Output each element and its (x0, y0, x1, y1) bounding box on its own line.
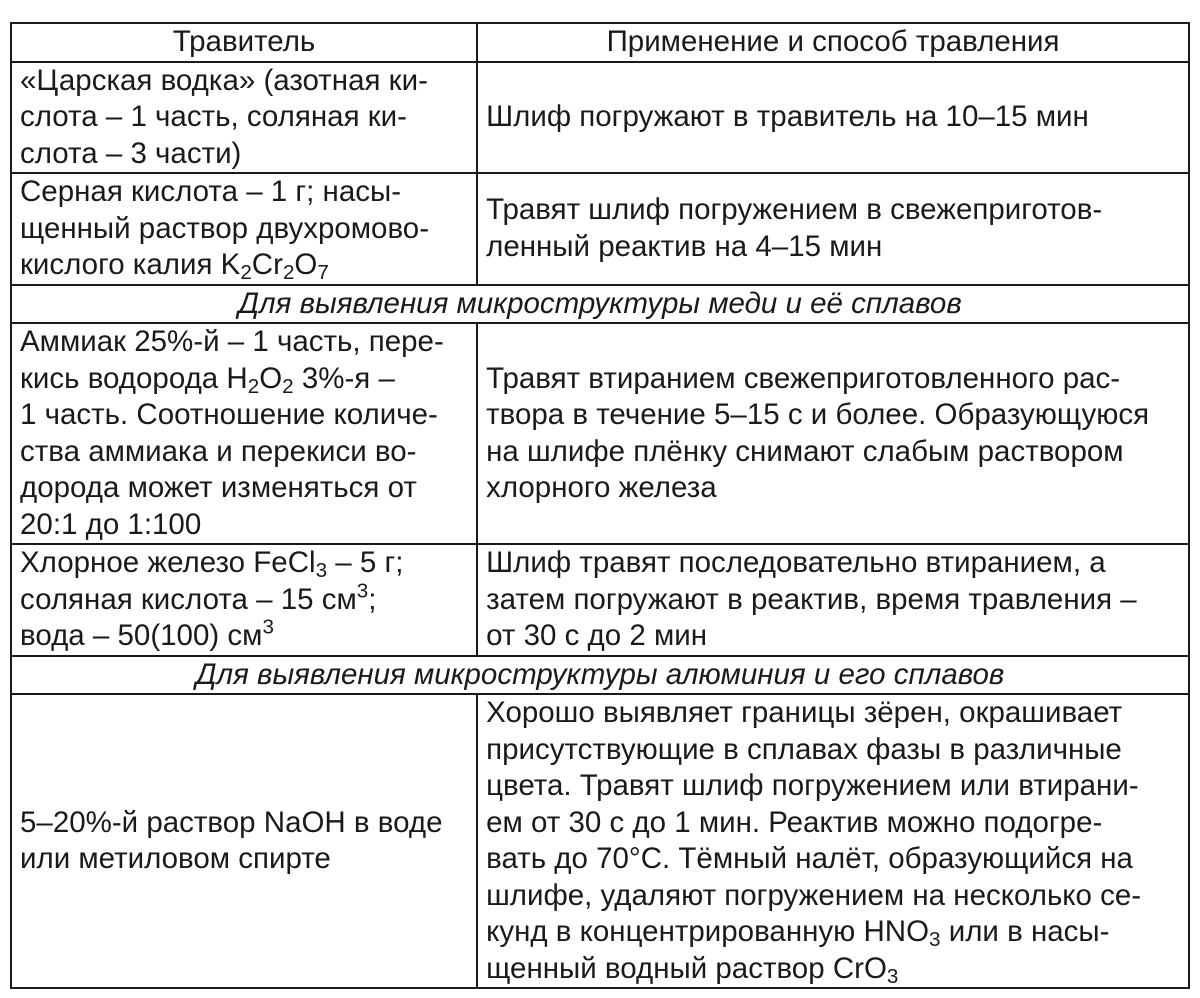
usage-cell (477, 62, 1189, 174)
cell-line: присутствующие в сплавах фазы в различные (486, 732, 1122, 766)
cell-line: ем от 30 с до 1 мин. Реактив можно подогре- (486, 805, 1103, 839)
table-row (11, 173, 1189, 285)
subscript: 3 (886, 964, 899, 988)
header-etchant: Травитель (11, 23, 477, 62)
etchant-cell (11, 544, 477, 656)
usage-cell (477, 544, 1189, 656)
subscript: 2 (240, 261, 252, 285)
cell-line: цвета. Травят шлиф погружением или втирани- (486, 769, 1139, 802)
formula-line (20, 545, 468, 582)
section-row-aluminium (11, 656, 1189, 695)
table-row (11, 323, 1189, 544)
formula-text: – 5 г; (327, 546, 404, 579)
subscript: 3 (315, 559, 328, 583)
cell-line: слота – 3 части) (20, 136, 242, 170)
subscript: 2 (282, 261, 295, 285)
formula-line (20, 579, 468, 619)
cell-line: 1 часть. Соотношение количе- (20, 398, 438, 431)
table-row (11, 694, 1189, 988)
cell-line: Травят шлиф погружением в свежеприготов- (486, 193, 1103, 227)
formula-text: O (259, 361, 283, 395)
cell-line: Шлиф травят последовательно втиранием, а (486, 546, 1106, 579)
cell-line: от 30 с до 2 мин (486, 619, 707, 652)
cell-line: Хорошо выявляет границы зёрен, окрашивает (486, 696, 1123, 729)
formula-line (20, 247, 468, 284)
cell-line: Шлиф погружают в травитель на 10–15 мин (486, 100, 1089, 133)
formula-text: кислого калия K (20, 248, 241, 281)
etchant-cell (11, 694, 477, 988)
subscript: 2 (282, 374, 294, 398)
etchants-table (10, 22, 1190, 989)
cell-line: 20:1 до 1:100 (20, 507, 202, 541)
cell-line: 5–20%-й раствор NaOH в воде (20, 805, 443, 839)
cell-line: ленный реактив на 4–15 мин (486, 229, 883, 263)
subscript: 2 (247, 374, 260, 398)
cell-line: слота – 1 часть, соляная ки- (20, 100, 407, 133)
formula-text: кунд в концентрированную HNO (486, 915, 930, 948)
cell-line: или метиловом спирте (20, 842, 331, 875)
section-title-copper: Для выявления микроструктуры меди и её сплавов (11, 285, 1189, 324)
formula-text: щенный водный раствор CrO (486, 951, 887, 985)
cell-line: «Царская водка» (азотная ки- (20, 63, 428, 97)
formula-text: ; (368, 582, 377, 616)
cell-line: Серная кислота – 1 г; насы- (20, 175, 402, 208)
section-row-copper (11, 285, 1189, 324)
cell-line: щенный раствор двухромово- (20, 211, 430, 245)
cell-line: Аммиак 25%-й – 1 часть, пере- (20, 325, 444, 358)
cell-line: хлорного железа (486, 471, 717, 504)
superscript: 3 (356, 579, 369, 603)
subscript: 3 (929, 928, 941, 952)
cell-line: ства аммиака и перекиси во- (20, 434, 417, 468)
usage-cell (477, 173, 1189, 285)
formula-text: 3%-я – (293, 361, 395, 395)
formula-line (486, 951, 1180, 988)
formula-text: или в насы- (940, 915, 1110, 948)
formula-text: Cr (251, 248, 283, 281)
cell-line: Травят втиранием свежеприготовленного рас- (486, 361, 1121, 395)
formula-text: Хлорное железо FeCl (20, 546, 316, 579)
usage-cell (477, 694, 1189, 988)
cell-line: твора в течение 5–15 с и более. Образующуюся (486, 398, 1150, 431)
etchant-cell (11, 173, 477, 285)
section-title-aluminium: Для выявления микроструктуры алюминия и его сплавов (11, 656, 1189, 695)
formula-line (20, 615, 468, 655)
formula-line (486, 914, 1180, 951)
cell-line: вать до 70°C. Тёмный налёт, образующийся на (486, 842, 1133, 875)
cell-line: шлифе, удаляют погружением на несколько се- (486, 878, 1142, 912)
cell-line: затем погружают в реактив, время травления – (486, 582, 1137, 616)
formula-line (20, 361, 468, 398)
etchant-cell (11, 62, 477, 174)
table-row (11, 62, 1189, 174)
formula-text: O (294, 248, 318, 281)
table-header-row (11, 23, 1189, 62)
table-row (11, 544, 1189, 656)
subscript: 7 (317, 261, 329, 285)
formula-text: вода – 50(100) см (20, 619, 263, 652)
usage-cell (477, 323, 1189, 544)
formula-text: кись водорода H (20, 361, 248, 395)
cell-line: на шлифе плёнку снимают слабым раствором (486, 434, 1124, 468)
etchant-cell (11, 323, 477, 544)
cell-line: дорода может изменяться от (20, 471, 417, 504)
formula-text: соляная кислота – 15 см (20, 582, 357, 616)
superscript: 3 (262, 615, 274, 639)
header-usage: Применение и способ травления (477, 23, 1189, 62)
